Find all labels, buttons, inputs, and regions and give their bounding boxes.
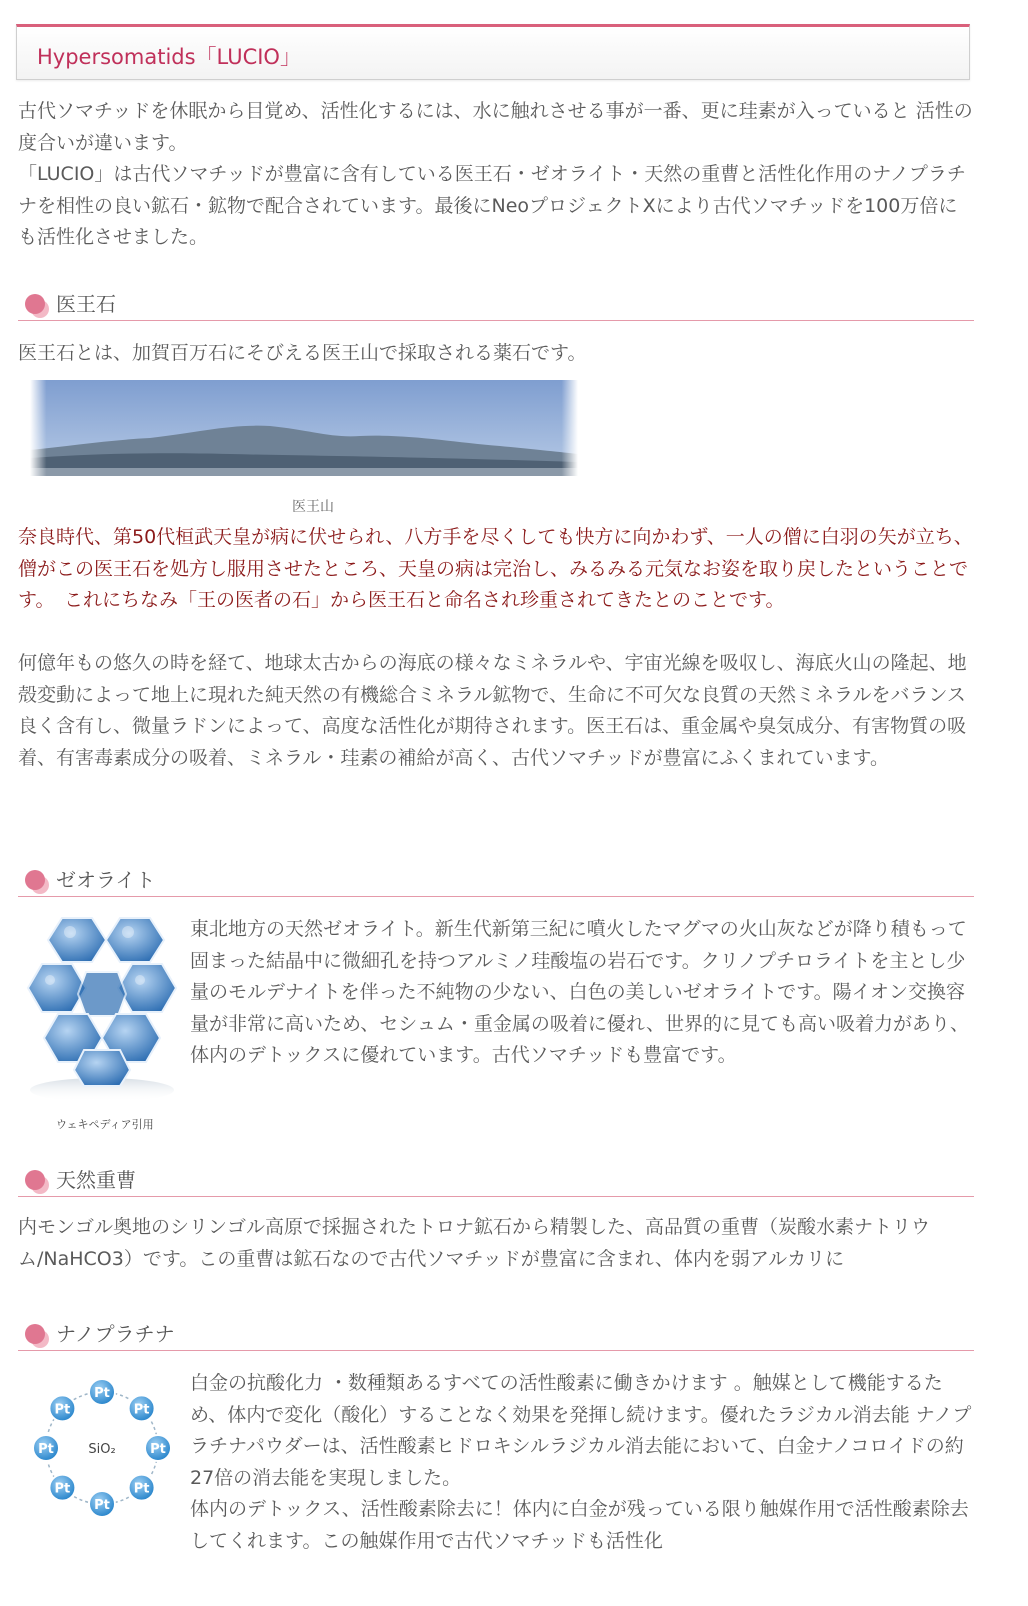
pt-atom-label: Pt bbox=[133, 1402, 150, 1418]
section-heading-iouseki bbox=[18, 286, 974, 321]
sio2-label: SiO₂ bbox=[88, 1442, 116, 1457]
section-heading-soda bbox=[18, 1162, 974, 1197]
intro-text bbox=[18, 96, 974, 254]
pt-atom-label: Pt bbox=[133, 1481, 150, 1497]
pt-atom-label: Pt bbox=[38, 1442, 54, 1457]
title-box bbox=[16, 24, 970, 80]
page-title: Hypersomatids「LUCIO」 bbox=[37, 45, 301, 69]
zeolite-structure-image bbox=[22, 910, 182, 1106]
nanoplatinum-description bbox=[190, 1368, 974, 1557]
zeolite-description: 東北地方の天然ゼオライト。新生代新第三紀に噴火したマグマの火山灰などが降り積もって固まった結晶中に微細孔を持つアルミノ珪酸塩の岩石です。クリノプチロライトを主とし少量のモルデナイトを伴った不純物の少ない、白色の美しいゼオライトです。陽イオン交換容量が非常に高いため、セシュム・重金属の吸着に優れ、世界的に見ても高い吸着力があり、体内のデトックスに優れています。古代ソマチッドも豊富です。 bbox=[190, 918, 970, 1066]
iouseki-description: 何億年もの悠久の時を経て、地球太古からの海底の様々なミネラルや、宇宙光線を吸収し、海底火山の隆起、地殻変動によって地上に現れた純天然の有機総合ミネラル鉱物で、生命に不可欠な良質の天然ミネラルをバランス良く含有し、微量ラドンによって、高度な活性化が期待されます。医王石は、重金属や臭気成分、有害物質の吸着、有害毒素成分の吸着、ミネラル・珪素の補給が高く、古代ソマチッドが豊富にふくまれています。 bbox=[18, 652, 967, 769]
section-heading-nanoplatinum bbox=[18, 1316, 974, 1351]
pt-atom-label: Pt bbox=[94, 1386, 110, 1401]
iouseki-intro-text: 医王石とは、加賀百万石にそびえる医王山で採取される薬石です。 bbox=[18, 342, 587, 364]
soda-description: 内モンゴル奥地のシリンゴル高原で採掘されたトロナ鉱石から精製した、高品質の重曹（炭酸水素ナトリウム/NaHCO3）です。この重曹は鉱石なので古代ソマチッドが豊富に含まれ、体内を弱アルカリに bbox=[18, 1216, 931, 1270]
zeolite-image-caption: ウェキペディア引用 bbox=[56, 1118, 154, 1131]
intro-paragraph-1: 古代ソマチッドを休眠から目覚め、活性化するには、水に触れさせる事が一番、更に珪素が入っていると 活性の度合いが違います。 bbox=[18, 100, 973, 154]
mount-iou-image bbox=[30, 380, 578, 476]
pink-dot-icon bbox=[22, 1166, 52, 1196]
pt-atom-label: Pt bbox=[54, 1481, 71, 1497]
mount-iou-caption: 医王山 bbox=[292, 499, 334, 515]
section-heading-label: 医王石 bbox=[56, 292, 116, 316]
pink-dot-icon bbox=[22, 1320, 52, 1350]
pink-dot-icon bbox=[22, 866, 52, 896]
nanoplatinum-paragraph-2: 体内のデトックス、活性酸素除去に！体内に白金が残っている限り触媒作用で活性酸素除去してくれます。この触媒作用で古代ソマチッドも活性化 bbox=[190, 1498, 969, 1552]
section-heading-label: 天然重曹 bbox=[56, 1168, 136, 1192]
section-heading-zeolite bbox=[18, 862, 974, 897]
pt-sio2-diagram bbox=[22, 1372, 182, 1532]
section-heading-label: ナノプラチナ bbox=[56, 1322, 175, 1346]
pt-atom-label: Pt bbox=[54, 1402, 71, 1418]
intro-paragraph-2: 「LUCIO」は古代ソマチッドが豊富に含有している医王石・ゼオライト・天然の重曹と活性化作用のナノプラチナを相性の良い鉱石・鉱物で配合されています。最後にNeoプロジェクトXにより古代ソマチッドを100万倍にも活性化させました。 bbox=[18, 163, 966, 248]
legend-text: 奈良時代、第50代桓武天皇が病に伏せられ、八方手を尽くしても快方に向かわず、一人の僧に白羽の矢が立ち、僧がこの医王石を処方し服用させたところ、天皇の病は完治し、みるみる元気なお姿を取り戻したということです。 これにちなみ「王の医者の石」から医王石と命名され珍重されてきたとのことです。 bbox=[18, 526, 973, 611]
nanoplatinum-paragraph-1: 白金の抗酸化力 ・数種類あるすべての活性酸素に働きかけます 。触媒として機能するため、体内で変化（酸化）することなく効果を発揮し続けます。優れたラジカル消去能 ナノプラチナパウダーは、活性酸素ヒドロキシルラジカル消去能において、白金ナノコロイドの約27倍の消去能を実現しました。 bbox=[190, 1372, 972, 1489]
section-heading-label: ゼオライト bbox=[56, 868, 156, 892]
pt-atom-label: Pt bbox=[150, 1442, 166, 1457]
pt-atom-label: Pt bbox=[94, 1498, 110, 1513]
pink-dot-icon bbox=[22, 290, 52, 320]
